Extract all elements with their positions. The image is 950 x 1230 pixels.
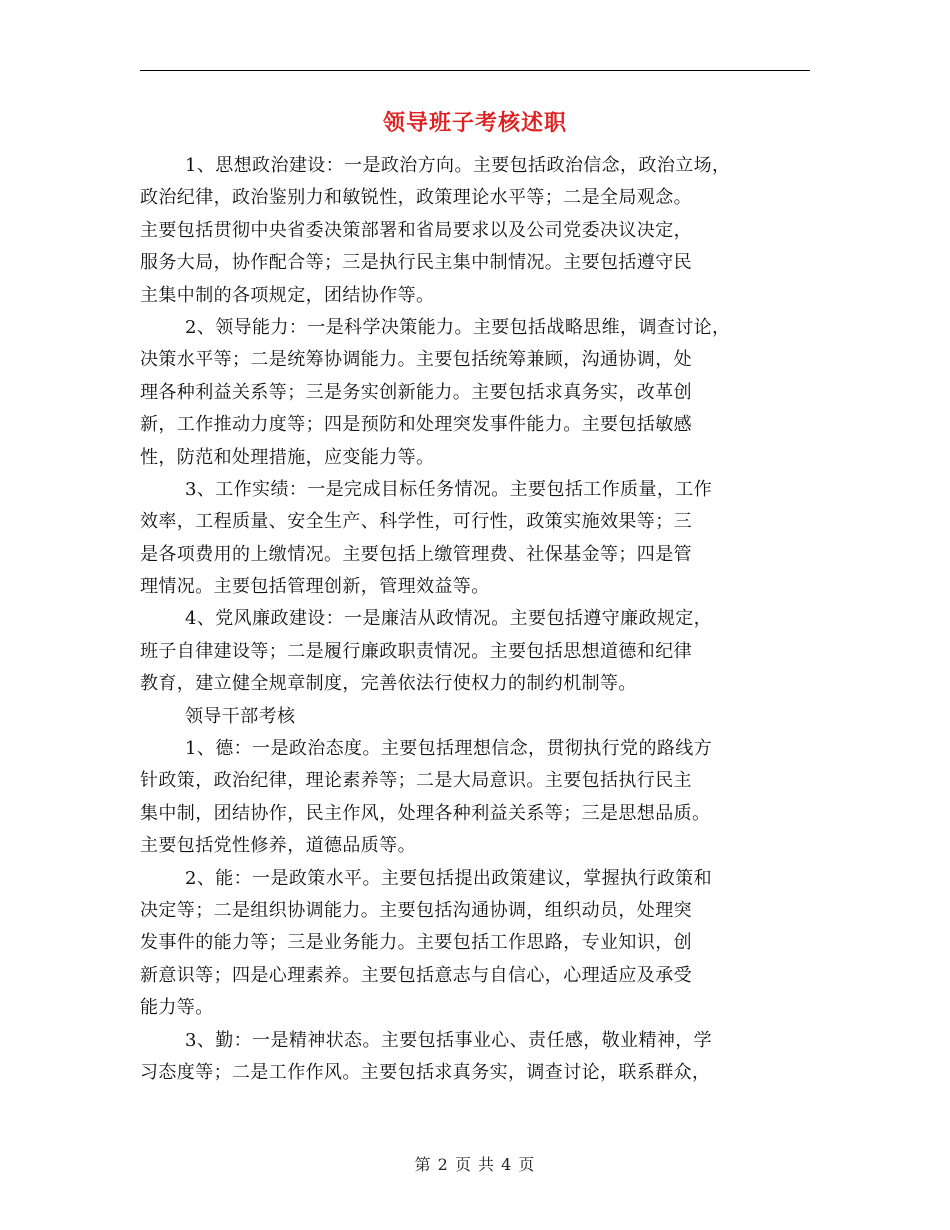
paragraph-line: 决策水平等；二是统筹协调能力。主要包括统筹兼顾，沟通协调，处 xyxy=(140,349,692,371)
paragraph-line: 新意识等；四是心理素养。主要包括意志与自信心，心理适应及承受 xyxy=(140,964,692,986)
document-title: 领导班子考核述职 xyxy=(382,110,567,136)
paragraph-line: 主集中制的各项规定，团结协作等。 xyxy=(140,284,435,306)
paragraph-line: 习态度等；二是工作作风。主要包括求真务实，调查讨论，联系群众， xyxy=(140,1061,711,1083)
paragraph-line: 能力等。 xyxy=(140,997,214,1019)
paragraph-line: 2、能：一是政策水平。主要包括提出政策建议，掌握执行政策和 xyxy=(185,867,713,889)
paragraph-line: 4、党风廉政建设：一是廉洁从政情况。主要包括遵守廉政规定， xyxy=(185,608,713,630)
paragraph-line: 主要包括贯彻中央省委决策部署和省局要求以及公司党委决议决定， xyxy=(140,219,692,241)
paragraph-line: 教育，建立健全规章制度，完善依法行使权力的制约机制等。 xyxy=(140,673,637,695)
paragraph-line: 集中制，团结协作，民主作风，处理各种利益关系等；三是思想品质。 xyxy=(140,802,711,824)
document-body xyxy=(140,150,810,1089)
paragraph-line: 针政策，政治纪律，理论素养等；二是大局意识。主要包括执行民主 xyxy=(140,770,692,792)
section-heading: 领导干部考核 xyxy=(185,705,296,727)
paragraph-line: 理情况。主要包括管理创新，管理效益等。 xyxy=(140,576,490,598)
paragraph-line: 3、工作实绩：一是完成目标任务情况。主要包括工作质量，工作 xyxy=(185,478,713,500)
paragraph-line: 3、勤：一是精神状态。主要包括事业心、责任感，敬业精神，学 xyxy=(185,1029,713,1051)
paragraph-line: 2、领导能力：一是科学决策能力。主要包括战略思维，调查讨论， xyxy=(185,316,731,338)
paragraph-line: 政治纪律，政治鉴别力和敏锐性，政策理论水平等；二是全局观念。 xyxy=(140,187,692,209)
paragraph-line: 主要包括党性修养，道德品质等。 xyxy=(140,835,416,857)
paragraph-line: 理各种利益关系等；三是务实创新能力。主要包括求真务实，改革创 xyxy=(140,381,692,403)
paragraph-line: 发事件的能力等；三是业务能力。主要包括工作思路，专业知识，创 xyxy=(140,932,692,954)
paragraph-line: 班子自律建设等；二是履行廉政职责情况。主要包括思想道德和纪律 xyxy=(140,640,692,662)
paragraph-line: 是各项费用的上缴情况。主要包括上缴管理费、社保基金等；四是管 xyxy=(140,543,692,565)
paragraph-line: 性，防范和处理措施，应变能力等。 xyxy=(140,446,435,468)
paragraph-line: 1、德：一是政治态度。主要包括理想信念，贯彻执行党的路线方 xyxy=(185,738,713,760)
header-rule xyxy=(140,70,810,71)
page-number-footer: 第 2 页 共 4 页 xyxy=(414,1155,536,1174)
paragraph-line: 新，工作推动力度等；四是预防和处理突发事件能力。主要包括敏感 xyxy=(140,414,692,436)
paragraph-line: 1、思想政治建设：一是政治方向。主要包括政治信念，政治立场， xyxy=(185,155,731,176)
paragraph-line: 决定等；二是组织协调能力。主要包括沟通协调，组织动员，处理突 xyxy=(140,899,692,921)
paragraph-line: 效率，工程质量、安全生产、科学性，可行性，政策实施效果等；三 xyxy=(140,511,692,533)
paragraph-line: 服务大局，协作配合等；三是执行民主集中制情况。主要包括遵守民 xyxy=(140,252,692,274)
